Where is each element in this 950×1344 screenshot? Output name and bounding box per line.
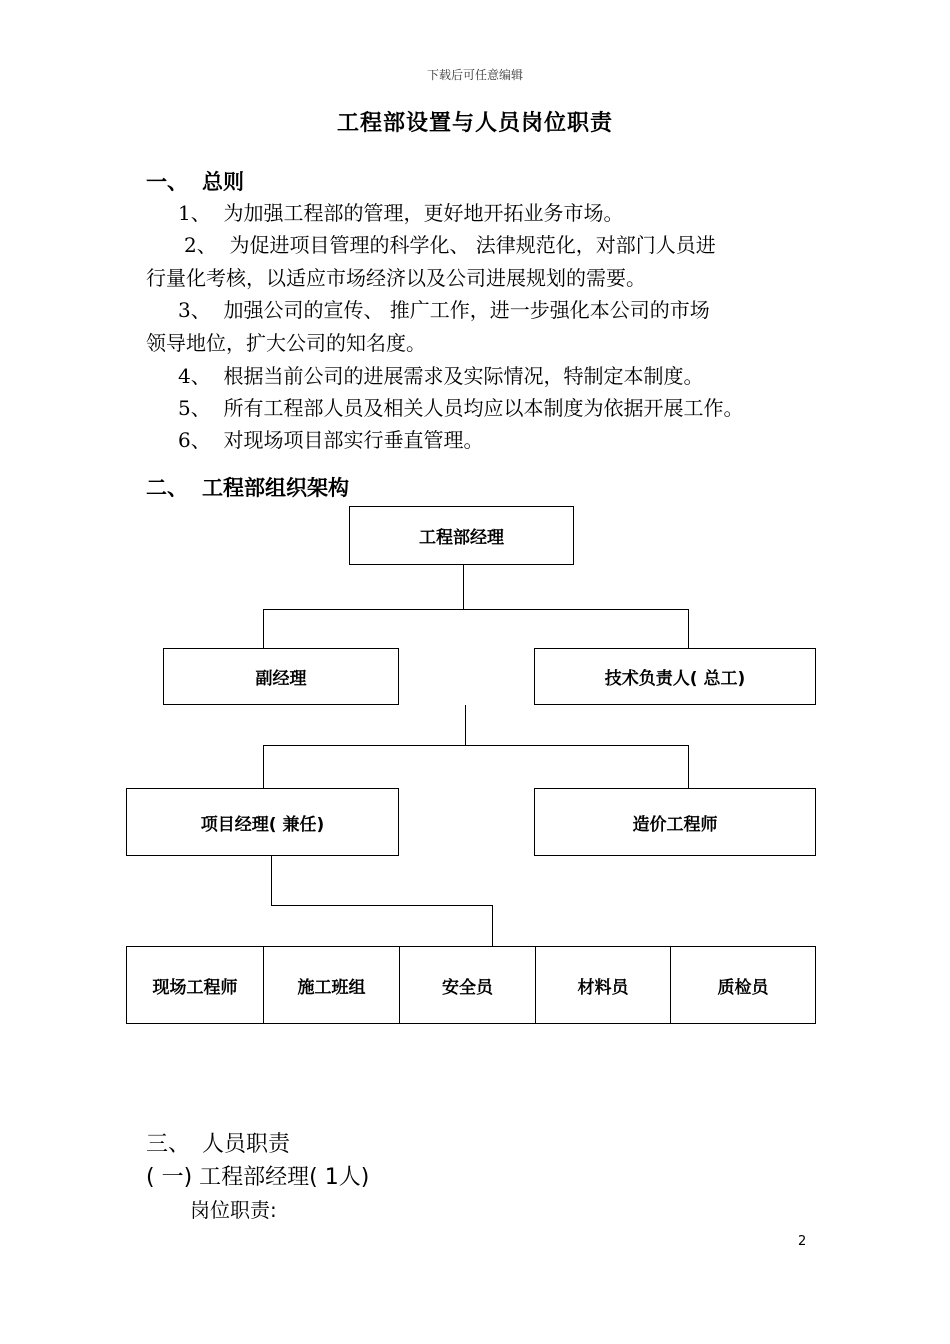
document-title: 工程部设置与人员岗位职责	[336, 111, 613, 136]
org-node-cost: 造价工程师	[534, 788, 816, 856]
clause-text: 根据当前公司的进展需求及实际情况，特制定本制度。	[223, 364, 704, 388]
connector	[263, 609, 689, 610]
org-node-tech: 技术负责人( 总工)	[534, 648, 816, 705]
connector	[463, 565, 464, 610]
org-node-staff: 材料员	[535, 946, 671, 1024]
connector	[465, 705, 466, 746]
connector	[688, 745, 689, 789]
clause-text: 为促进项目管理的科学化、 法律规范化，对部门人员进	[229, 233, 716, 257]
clause-2	[184, 229, 716, 262]
sub-heading: ( 一) 工程部经理( 1人)	[146, 1165, 370, 1190]
section-2-heading	[146, 472, 349, 502]
connector	[271, 905, 493, 906]
section-1-title: 总则	[202, 170, 244, 194]
clause-number: 1、	[178, 201, 211, 225]
clause-5	[178, 392, 743, 425]
clause-number: 2、	[184, 233, 217, 257]
section-3-number: 三、	[146, 1132, 191, 1157]
org-node-pm: 项目经理( 兼任)	[126, 788, 399, 856]
clause-1	[178, 197, 623, 230]
section-1-heading	[146, 166, 244, 196]
org-node-staff: 安全员	[399, 946, 536, 1024]
org-node-staff: 施工班组	[263, 946, 400, 1024]
clause-text: 加强公司的宣传、 推广工作，进一步强化本公司的市场	[223, 298, 710, 322]
clause-text: 为加强工程部的管理，更好地开拓业务市场。	[223, 201, 624, 225]
clause-2-continued: 行量化考核，以适应市场经济以及公司进展规划的需要。	[146, 266, 646, 290]
clause-number: 5、	[178, 396, 211, 420]
clause-number: 3、	[178, 298, 211, 322]
section-1-number: 一、	[146, 170, 188, 194]
section-2-title: 工程部组织架构	[202, 476, 349, 500]
connector	[688, 609, 689, 649]
duty-label: 岗位职责:	[190, 1198, 277, 1222]
org-node-deputy: 副经理	[163, 648, 399, 705]
connector	[263, 609, 264, 649]
clause-text: 对现场项目部实行垂直管理。	[223, 428, 484, 452]
clause-3-continued: 领导地位，扩大公司的知名度。	[146, 331, 426, 355]
clause-3	[178, 294, 710, 327]
connector	[263, 745, 264, 789]
clause-number: 4、	[178, 364, 211, 388]
section-3-heading	[146, 1127, 290, 1158]
org-node-top: 工程部经理	[349, 506, 574, 565]
clause-number: 6、	[178, 428, 211, 452]
header-note: 下载后可任意编辑	[426, 68, 523, 82]
connector	[271, 856, 272, 906]
page-number: 2	[798, 1234, 807, 1249]
org-node-staff: 现场工程师	[126, 946, 264, 1024]
connector	[263, 745, 689, 746]
connector	[492, 905, 493, 947]
section-2-number: 二、	[146, 476, 188, 500]
section-3-title: 人员职责	[202, 1132, 291, 1157]
clause-4	[178, 360, 703, 393]
clause-6	[178, 424, 483, 457]
org-node-staff: 质检员	[670, 946, 816, 1024]
clause-text: 所有工程部人员及相关人员均应以本制度为依据开展工作。	[223, 396, 744, 420]
